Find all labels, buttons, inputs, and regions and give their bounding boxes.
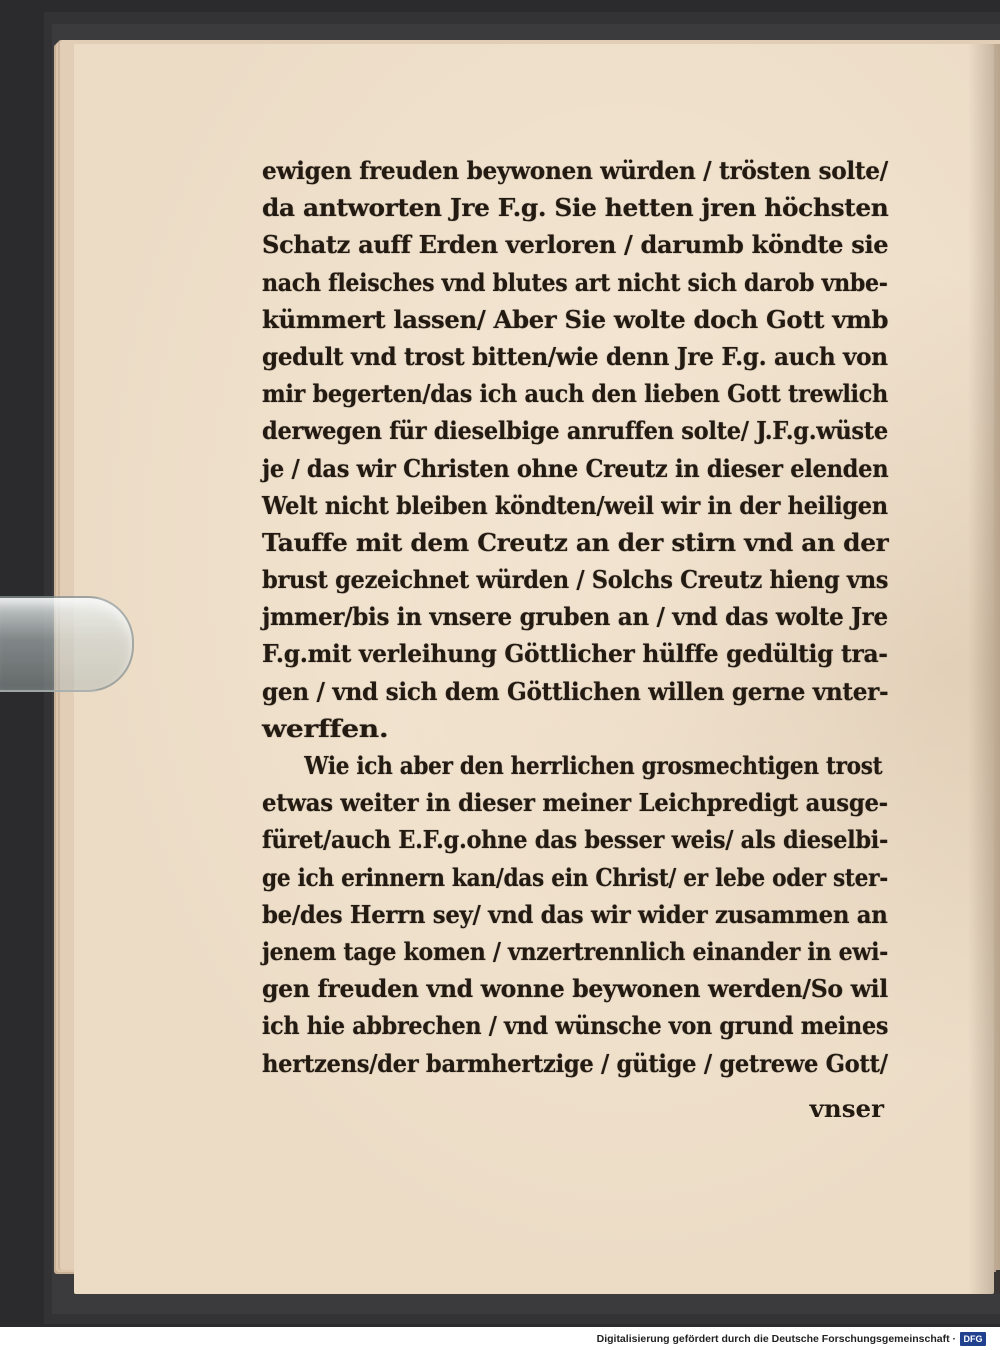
text-line: brust gezeichnet würden / Solchs Creutz hieng vns	[262, 565, 889, 595]
text-line: ewigen freuden beywonen würden / trösten solte/	[262, 156, 888, 185]
text-line: je / das wir Christen ohne Creutz in dieser elenden	[262, 453, 889, 483]
text-line: be/des Herrn sey/ vnd das wir wider zusammen an	[262, 899, 888, 929]
text-line: werffen.	[262, 713, 389, 743]
text-line: Welt nicht bleiben köndten/weil wir in der heiligen	[262, 490, 888, 520]
text-line: hertzens/der barmhertzige / gütige / getrewe Gott/	[262, 1048, 888, 1078]
text-line: Schatz auff Erden verloren / darumb köndte sie	[262, 230, 889, 260]
page-holder-clip	[0, 596, 134, 692]
text-line: F.g.mit verleihung Göttlicher hülffe gedültig tra-	[262, 639, 888, 669]
text-line: jmmer/bis in vnsere gruben an / vnd das wolte Jre	[262, 602, 888, 632]
funding-credit: Digitalisierung gefördert durch die Deutsche Forschungsgemeinschaft ·	[596, 1333, 956, 1345]
text-line: da antworten Jre F.g. Sie hetten jren höchsten	[262, 193, 889, 223]
page-gutter-shadow	[968, 44, 1000, 1294]
page-text-block	[262, 152, 888, 1082]
text-line: derwegen für dieselbige anruffen solte/ J.F.g.wüste	[262, 416, 888, 446]
text-line: nach fleisches vnd blutes art nicht sich darob vnbe-	[262, 267, 888, 297]
text-line: kümmert lassen/ Aber Sie wolte doch Gott vmb	[262, 304, 889, 334]
text-line: gen freuden vnd wonne beywonen werden/So wil	[262, 974, 888, 1004]
text-line: füret/auch E.F.g.ohne das besser weis/ als dieselbi-	[262, 825, 889, 855]
text-line: jenem tage komen / vnzertrennlich einander in ewi-	[262, 936, 889, 966]
text-line: gen / vnd sich dem Göttlichen willen gerne vnter-	[262, 676, 889, 706]
text-line: Wie ich aber den herrlichen grosmechtigen trost	[304, 751, 883, 780]
text-line: mir begerten/das ich auch den lieben Gott trewlich	[262, 379, 889, 409]
text-line: gedult vnd trost bitten/wie denn Jre F.g. auch von	[262, 341, 888, 371]
text-line: Tauffe mit dem Creutz an der stirn vnd an der	[262, 527, 889, 557]
dfg-logo: DFG	[960, 1332, 986, 1346]
text-line: ich hie abbrechen / vnd wünsche von grund meines	[262, 1011, 889, 1041]
text-line: etwas weiter in dieser meiner Leichpredigt ausge-	[262, 788, 888, 818]
text-line: ge ich erinnern kan/das ein Christ/ er lebe oder ster-	[262, 862, 888, 892]
catchword: vnser	[809, 1094, 884, 1123]
